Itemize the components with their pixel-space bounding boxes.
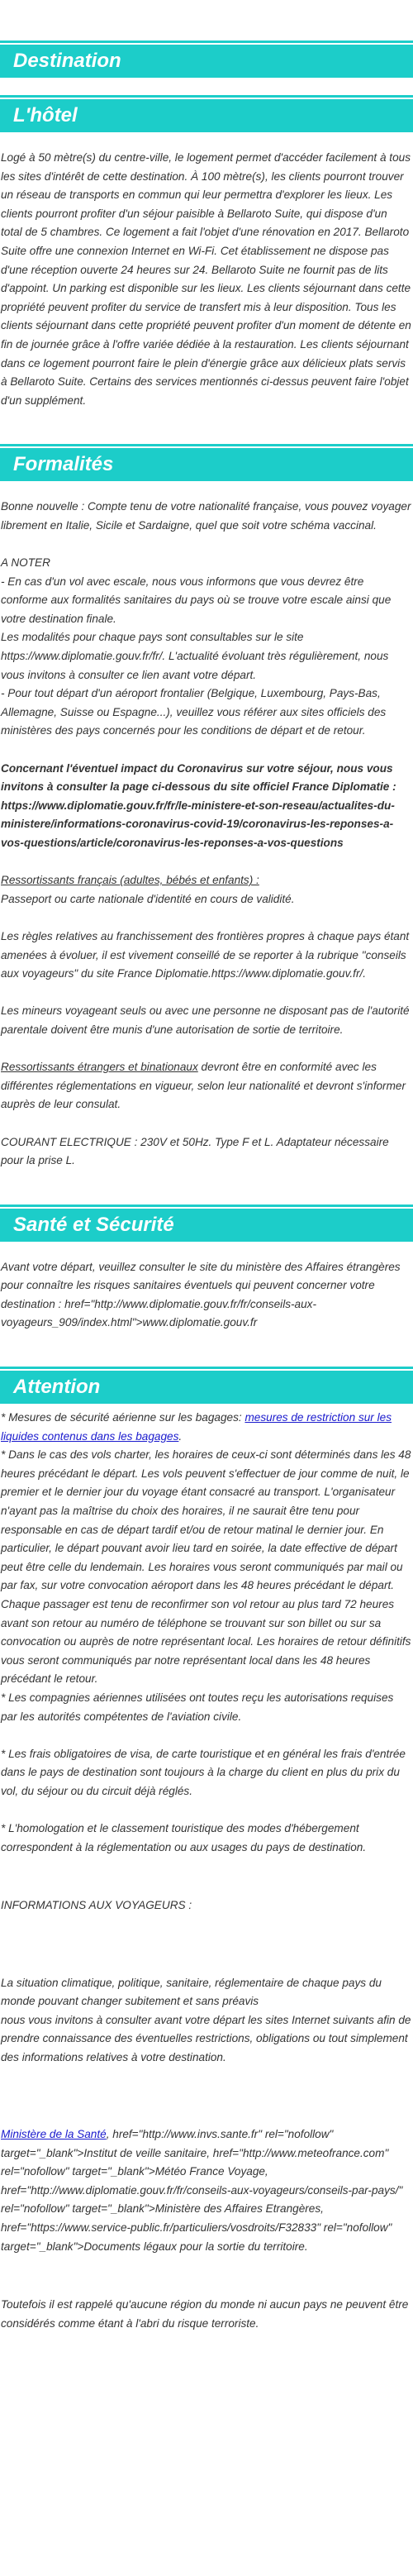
hotel-content — [0, 132, 413, 427]
homologation-text: * L'homologation et le classement touristique des modes d'hébergement correspondent à la réglementation ou aux usages du pays de destination. — [1, 1822, 367, 1853]
formalites-intro: Bonne nouvelle : Compte tenu de votre nationalité française, vous pouvez voyager librement en Italie, Sicile et Sardaigne, quel que soit votre schéma vaccinal. — [1, 500, 411, 532]
nota-line-escale: - En cas d'un vol avec escale, nous vous informons que vous devrez être conforme aux formalités sanitaires du pays où se trouve votre escale ainsi que votre destination finale. — [1, 575, 392, 625]
ministry-health-link[interactable]: Ministère de la Santé — [1, 2128, 107, 2141]
covid-notice: Concernant l'éventuel impact du Coronavirus sur votre séjour, nous vous invitons à consulter la page ci-dessous du site officiel France Diplomatie : https://www.diplomatie.gouv.fr/fr/le-ministere-et-son-reseau/actualites-du-ministere/informations-coronavirus-covid-19/coronavirus-les-reponses-a-vos-questions/article/coronavirus-les-reponses-a-vos-questions — [1, 761, 396, 849]
nota-title: A NOTER — [1, 556, 50, 570]
foreign-nationals-paragraph — [1, 1058, 411, 1114]
charter-flights-text: * Dans le cas des vols charter, les horaires de ceux-ci sont déterminés dans les 48 heures précédant le départ. Les vols peuvent s'effectuer de jour comme de nuit, le premier et le dernier jour du voyage étant consacré au transport. L'organisateur n'ayant pas la maîtrise du choix des horaires, il ne saurait être tenu pour responsable en cas de départ tardif et/ou de retour matinal le dernier jour. En particulier, le départ pouvant avoir lieu tard en soirée, la date effective de départ peut être celle du lendemain. Les horaires vous seront communiqués par mail ou par fax, sur votre convocation aéroport dans les 48 heures précédant le départ. Chaque passager est tenu de reconfirmer son vol retour au plus tard 72 heures avant son retour au numéro de téléphone se trouvant sur son billet ou sur sa convocation ou auprès de notre représentant local. Les horaires de retour définitifs vous seront communiqués par notre représentant local dans les 48 heures précédant le retour. — [1, 1448, 411, 1686]
security-suffix: . — [178, 1429, 183, 1443]
electric-info: COURANT ELECTRIQUE : 230V et 50Hz. Type F et L. Adaptateur nécessaire pour la prise L. — [1, 1135, 389, 1167]
section-title-formalites: Formalités — [0, 446, 413, 481]
info-travelers-title: INFORMATIONS AUX VOYAGEURS : — [1, 1899, 192, 1912]
nota-line-modalites: Les modalités pour chaque pays sont consultables sur le site https://www.diplomatie.gouv.fr/fr/. L'actualité évoluant très régulièrement, nous vous invitons à consulter ce lien avant votre départ. — [1, 631, 389, 681]
liquids-restriction-link[interactable]: mesures de restriction sur les liquides contenus dans les bagages — [1, 1411, 392, 1443]
nota-line-frontalier: - Pour tout départ d'un aéroport frontalier (Belgique, Luxembourg, Pays-Bas, Allemagne, Suisse ou Espagne...), veuillez vous référer aux sites officiels des ministères des pays concernés pour les conditions de départ et de retour. — [1, 687, 387, 737]
section-title-destination: Destination — [0, 43, 413, 78]
foreign-nationals-heading: Ressortissants étrangers et binationaux — [1, 1061, 198, 1074]
fr-nationals-text: Passeport ou carte nationale d'identité en cours de validité. — [1, 892, 295, 905]
border-rules-text: Les règles relatives au franchissement des frontières propres à chaque pays étant amenées à évoluer, il est vivement conseillé de se reporter à la rubrique "conseils aux voyageurs" du site France Diplomatie.https://www.diplomatie.gouv.fr/. — [1, 929, 410, 980]
section-title-attention: Attention — [0, 1369, 413, 1404]
fr-nationals-heading: Ressortissants français (adultes, bébés et enfants) : — [1, 874, 259, 887]
section-title-hotel: L'hôtel — [0, 98, 413, 132]
minors-text: Les mineurs voyageant seuls ou avec une personne ne disposant pas de l'autorité parentale doivent être munis d'une autorisation de sortie de territoire. — [1, 1004, 410, 1036]
situation-text: La situation climatique, politique, sanitaire, réglementaire de chaque pays du monde pouvant changer subitement et sans préavis nous vous invitons à consulter avant votre départ les sites Internet suivants afin de prendre connaissance des éventuelles restrictions, obligations ou tout simplement des informations relatives à votre destination. — [1, 1976, 411, 2063]
section-title-sante: Santé et Sécurité — [0, 1207, 413, 1242]
ministry-paragraph — [1, 2125, 411, 2256]
attention-content — [0, 1404, 413, 2349]
security-paragraph — [1, 1409, 411, 1446]
foreign-nationals-text: devront être en conformité avec les différentes réglementations en vigueur, selon leur nationalité et devront s'informer auprès de leur consulat. — [1, 1061, 406, 1111]
sante-content — [0, 1242, 413, 1349]
formalites-content — [0, 481, 413, 1186]
sante-text: Avant votre départ, veuillez consulter le site du ministère des Affaires étrangères pour connaître les risques sanitaires éventuels qui peuvent concerner votre destination : href="http://www.diplomatie.gouv.fr/fr/conseils-aux-voyageurs_909/index.html">www.diplomatie.gouv.fr — [1, 1260, 401, 1329]
security-prefix: * Mesures de sécurité aérienne sur les bagages: — [1, 1411, 245, 1424]
ministry-links-text: , href="http://www.invs.sante.fr" rel="nofollow" target="_blank">Institut de veille sanitaire, href="http://www.meteofrance.com" rel="nofollow" target="_blank">Météo France Voyage, href="http://www.diplomatie.gouv.fr/fr/conseils-aux-voyageurs/conseils-par-pays/" rel="nofollow" target="_blank">Ministère des Affaires Etrangères, href="https://www.service-public.fr/particuliers/vosdroits/F32833" rel="nofollow" target="_blank">Documents légaux pour la sortie du territoire. — [1, 2128, 403, 2253]
airlines-text: * Les compagnies aériennes utilisées ont toutes reçu les autorisations requises par les autorités compétentes de l'aviation civile. — [1, 1691, 394, 1723]
hotel-description: Logé à 50 mètre(s) du centre-ville, le logement permet d'accéder facilement à tous les sites d'intérêt de cette destination. À 100 mètre(s), les clients pourront trouver un réseau de transports en commun qui leur permettra d'explorer les lieux. Les clients pourront profiter d'un séjour paisible à Bellaroto Suite, qui dispose d'un total de 5 chambres. Ce logement a fait l'objet d'une rénovation en 2017. Bellaroto Suite offre une connexion Internet en Wi-Fi. Cet établissement ne dispose pas d'une réception ouverte 24 heures sur 24. Bellaroto Suite ne fournit pas de lits d'appoint. Un parking est disponible sur les lieux. Les clients séjournant dans cette propriété peuvent profiter du service de transfert mis à leur disposition. Tous les clients séjournant dans cette propriété peuvent profiter d'un moment de détente en fin de journée grâce à l'offre variée dédiée à la restauration. Les clients séjournant dans ce logement pourront faire le plein d'énergie grâce aux délicieux plats servis à Bellaroto Suite. Certains des services mentionnés ci-dessus peuvent faire l'objet d'un supplément. — [1, 151, 411, 407]
fees-text: * Les frais obligatoires de visa, de carte touristique et en général les frais d'entrée dans le pays de destination sont toujours à la charge du client en plus du prix du vol, du séjour ou du circuit déjà réglés. — [1, 1747, 406, 1797]
terrorism-notice: Toutefois il est rappelé qu'aucune région du monde ni aucun pays ne peuvent être considérés comme étant à l'abri du risque terroriste. — [1, 2298, 409, 2330]
